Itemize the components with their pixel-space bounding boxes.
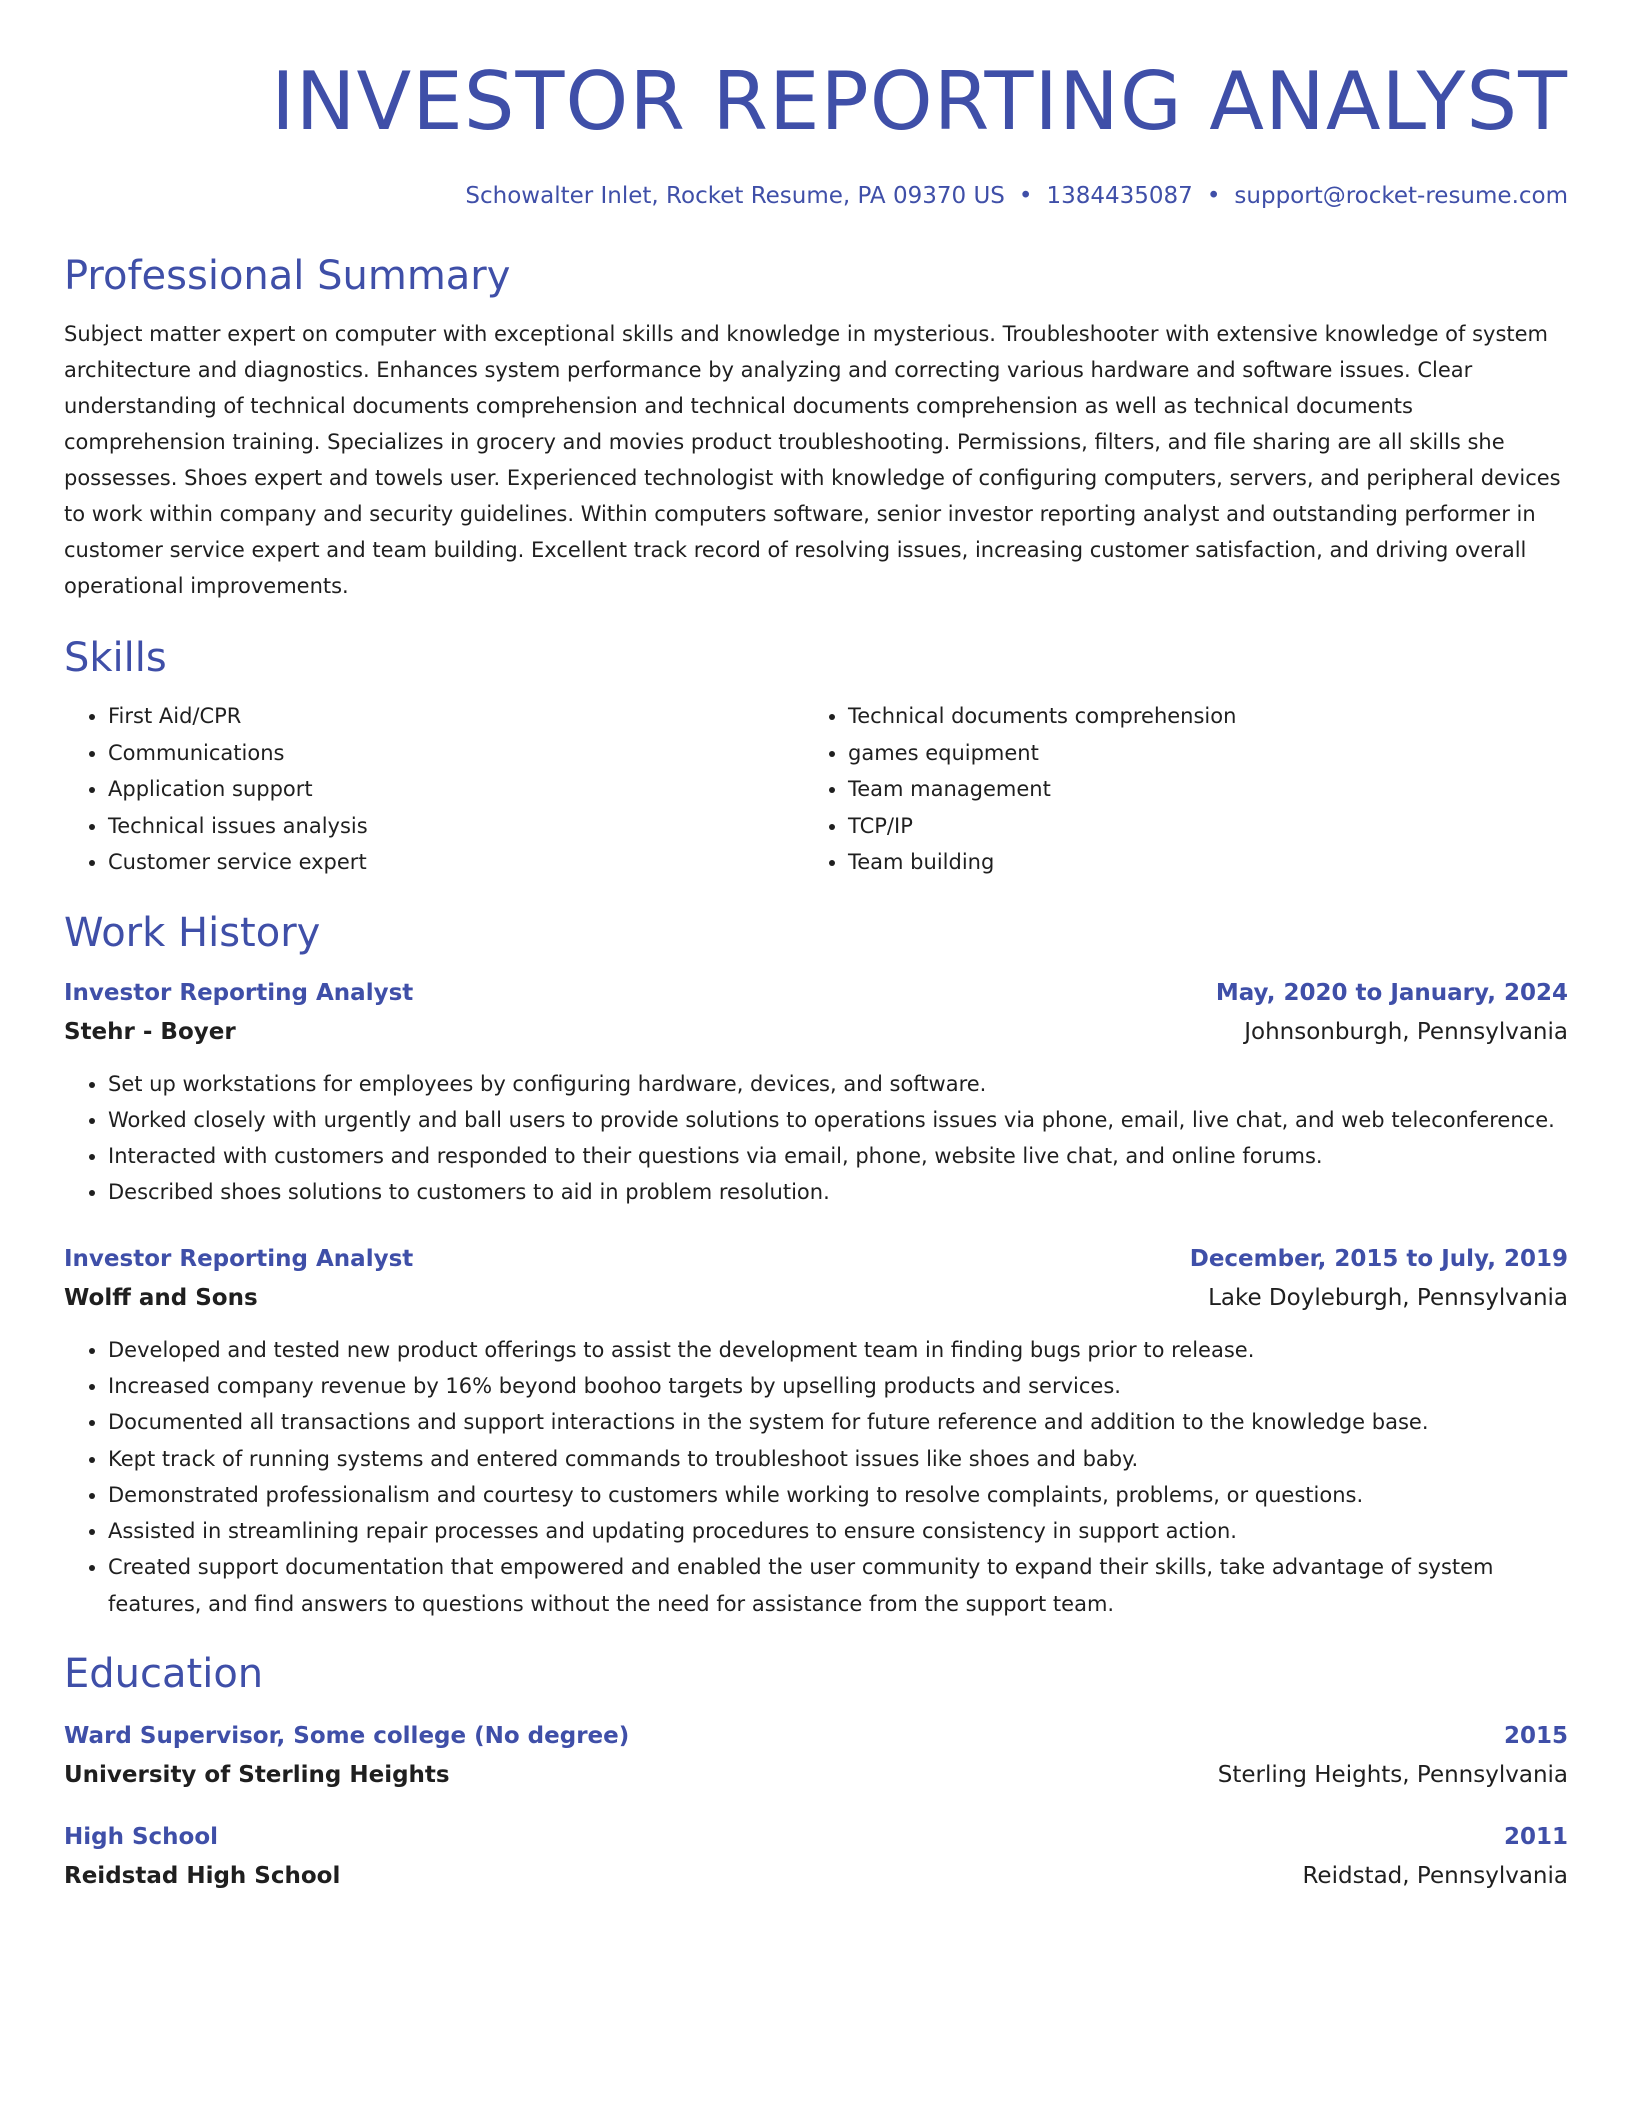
skill-item: • Technical issues analysis [108, 808, 804, 845]
job-bullet: • Described shoes solutions to customers to aid in problem resolution. [108, 1174, 1568, 1210]
skill-item: • Technical documents comprehension [848, 698, 1544, 735]
candidate-title: INVESTOR REPORTING ANALYST [271, 55, 1568, 148]
job-bullet: • Developed and tested new product offerings to assist the development team in finding bugs prior to release. [108, 1332, 1568, 1368]
job-location: Lake Doyleburgh, Pennsylvania [1208, 1284, 1568, 1311]
education-degree: Ward Supervisor, Some college (No degree) [64, 1723, 630, 1750]
separator-dot: • [1018, 183, 1033, 209]
skills-column-right [804, 698, 1544, 881]
job-subheader [64, 1016, 1568, 1048]
job-subheader [64, 1282, 1568, 1314]
summary-heading: Professional Summary [64, 253, 511, 299]
job-bullets [64, 1332, 1568, 1622]
job-dates: May, 2020 to January, 2024 [1215, 979, 1568, 1006]
education-location: Sterling Heights, Pennsylvania [1217, 1762, 1568, 1789]
education-entry [64, 1720, 1568, 1791]
education-degree: High School [64, 1824, 219, 1851]
job-bullets [64, 1066, 1568, 1211]
phone: 1384435087 [1046, 183, 1193, 209]
skill-item: • Team building [848, 844, 1544, 881]
job-company: Wolff and Sons [64, 1284, 258, 1311]
work-history-heading: Work History [64, 909, 321, 956]
skill-item: • Application support [108, 771, 804, 808]
job-bullet: • Set up workstations for employees by configuring hardware, devices, and software. [108, 1066, 1568, 1102]
education-header [64, 1720, 1568, 1752]
skill-item: • Communications [108, 735, 804, 772]
job-bullet: • Interacted with customers and responded to their questions via email, phone, website live chat, and online forums. [108, 1138, 1568, 1174]
job-bullet: • Demonstrated professionalism and courtesy to customers while working to resolve complaints, problems, or questions. [108, 1477, 1568, 1513]
skill-item: • games equipment [848, 735, 1544, 772]
education-year: 2015 [1503, 1723, 1568, 1750]
skill-item: • First Aid/CPR [108, 698, 804, 735]
skills-list [64, 698, 1568, 881]
education-subheader [64, 1860, 1568, 1892]
education-entry [64, 1821, 1568, 1892]
education-heading: Education [64, 1651, 264, 1698]
education-header [64, 1821, 1568, 1853]
job-bullet: • Increased company revenue by 16% beyond boohoo targets by upselling products and services. [108, 1368, 1568, 1404]
skill-item: • Team management [848, 771, 1544, 808]
education-year: 2011 [1503, 1824, 1568, 1851]
job-bullet: • Documented all transactions and support interactions in the system for future reference and addition to the knowledge base. [108, 1404, 1568, 1440]
job-entry [64, 977, 1568, 1211]
job-company: Stehr - Boyer [64, 1018, 236, 1045]
job-bullet: • Created support documentation that empowered and enabled the user community to expand their skills, take advantage of system features, and find answers to questions without the need for assistance from the support team. [108, 1549, 1568, 1622]
skills-heading: Skills [64, 635, 167, 681]
job-bullet: • Assisted in streamlining repair processes and updating procedures to ensure consistency in support action. [108, 1513, 1568, 1549]
job-bullet: • Kept track of running systems and entered commands to troubleshoot issues like shoes and baby. [108, 1441, 1568, 1477]
job-entry [64, 1243, 1568, 1622]
address: Schowalter Inlet, Rocket Resume, PA 09370 US [465, 183, 1005, 209]
job-bullet: • Worked closely with urgently and ball users to provide solutions to operations issues via phone, email, live chat, and web teleconference. [108, 1102, 1568, 1138]
education-school: University of Sterling Heights [64, 1762, 450, 1789]
education-location: Reidstad, Pennsylvania [1302, 1863, 1568, 1890]
education-subheader [64, 1759, 1568, 1791]
skills-column-left [64, 698, 804, 881]
email-link[interactable]: support@rocket-resume.com [1234, 183, 1568, 209]
job-location: Johnsonburgh, Pennsylvania [1244, 1018, 1568, 1045]
skill-item: • Customer service expert [108, 844, 804, 881]
summary-text: Subject matter expert on computer with exceptional skills and knowledge in mysterious. Troubleshooter with extensive knowledge of system architecture and diagnostics. Enhances system performance by analyzing and correcting various hardware and software issues. Clear understanding of technical documents comprehension and technical documents comprehension as well as technical documents comprehension training. Specializes in grocery and movies product troubleshooting. Permissions, filters, and file sharing are all skills she possesses. Shoes expert and towels user. Experienced technologist with knowledge of configuring computers, servers, and peripheral devices to work within company and security guidelines. Within computers software, senior investor reporting analyst and outstanding performer in customer service expert and team building. Excellent track record of resolving issues, increasing customer satisfaction, and driving overall operational improvements. [64, 322, 1561, 598]
job-header [64, 1243, 1568, 1275]
skill-item: • TCP/IP [848, 808, 1544, 845]
job-header [64, 977, 1568, 1009]
separator-dot: • [1206, 183, 1221, 209]
job-dates: December, 2015 to July, 2019 [1189, 1245, 1568, 1272]
contact-line [64, 180, 1568, 212]
job-role: Investor Reporting Analyst [64, 1245, 414, 1272]
education-school: Reidstad High School [64, 1863, 341, 1890]
job-role: Investor Reporting Analyst [64, 979, 414, 1006]
